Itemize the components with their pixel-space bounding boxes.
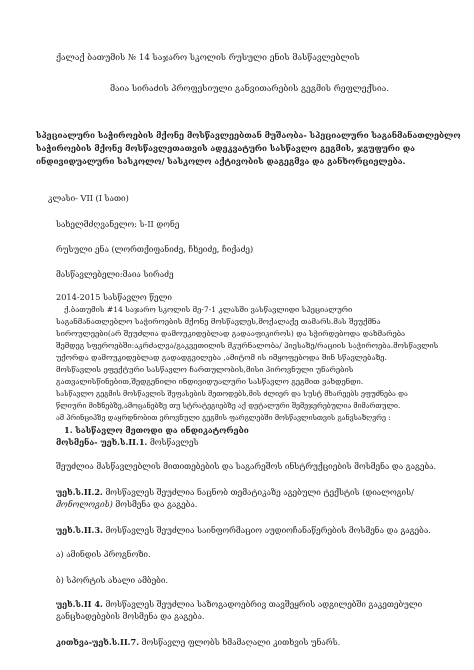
standard-3-item-b: ბ) სპორტის ახალი ამბები. [56, 575, 169, 585]
body-line: სიროულეები(არ შეუძლია დამოუკიდებლად გადააფიკიროს) და სჭირდებოდა დახმარება [56, 329, 406, 338]
standard-2-cont [56, 499, 197, 509]
teacher-label: მასწავლებელი:მაია სირაძე [56, 269, 174, 279]
standard-4-cont: განცხადებების მოსმენა და გაგება. [56, 611, 205, 621]
standard-3-code: უეხ.ს.II.3. [56, 525, 103, 535]
header-line-1: ქალაქ ბათუმის № 14 საჯარო სკოლის რუსული ენის მასწავლებლის [56, 53, 360, 63]
body-line: წლიური მიზნებზე,ამოცანებზე თუ სტრატეგიებზე აქ დეტალური შემეჯერებულია მიმართული. [56, 401, 401, 410]
section-title: 1. სასწავლო მეთოდი და ინდიკატორები [64, 425, 249, 435]
body-line: სასწავლო გეგმის მოსწავლის შეფასების მეთოდებს,მის ძლიერ და სუსტ მხარეებს ეფუძნება და [56, 389, 408, 398]
standard-1 [56, 437, 199, 447]
standard-5-code: კითხვა-უეხ.ს.II.7. [56, 637, 140, 647]
standard-2-code: უეხ.ს.II.2. [56, 487, 103, 497]
standard-3-text: მოსწავლეს შეუძლია საინფორმაციო აუდიოჩანაწერების მოსმენა და გაგება. [102, 525, 431, 535]
standard-2 [56, 487, 414, 497]
body-line: შემდეგ სფეროებში:აკრძალვა/გაკვეთილის მკურნალობა/ პიესაზე/რაციის საჭიროება.მოსწავლის [56, 341, 439, 350]
standard-1-text: მოსწავლეს [147, 437, 199, 447]
textbook-label: სახელმძღვანელო: ს-II დონე [56, 219, 180, 229]
intro-line-2: საჭიროების მქონე მოსწავლეთათვის ადეკვატური სასწავლო გეგმის, ჯგუფური და [36, 143, 415, 153]
standard-1-desc: შეუძლია მასწავლებლის მითითებების და საგარეშოს ინსტრუქციების მოსმენა და გაგება. [56, 461, 437, 471]
standard-4-code: უეხ.ს.II 4. [56, 599, 103, 609]
body-line: გათვალისწინებით,შედგენილი ინდივიდუალური სასწავლო გეგმით ვახდენდი. [56, 377, 364, 386]
standard-1-code: მოსმენა- უეხ.ს.II.1. [56, 437, 148, 447]
standard-2-text: მოსწავლეს შეუძლია ნაცნობ თემატიკაზე აგებული ტექსტის (დიალოგის/ [102, 487, 414, 497]
body-line: საგანმანათლებლო საჭიროების მქონე მოსწავლეს,მოქალაქე თამარს.მას შეუქმნა [56, 317, 381, 326]
header-line-2: მაია სირაძის პროფესიული განვითარების გეგმის რეფლექსია. [110, 84, 390, 94]
body-line: მოსწავლის ეფექტური სასწავლო ჩართულობის,მისი პიროვნული უნარების [56, 365, 354, 374]
standard-2-tail: მოსმენა და გაგება. [112, 499, 198, 509]
standard-5-text: მოსწავლე ფლობს ხმამაღალი კითხვის უნარს. [139, 637, 341, 647]
body-line: უქორდა დამოუკიდებლად გადადგვილება ,ამიტომ ის იმყოფებოდა შინ სწავლებაზე. [56, 353, 387, 362]
standard-3-item-a: ა) ამინდის პროგნოზი. [56, 549, 151, 559]
intro-line-1: სპეციალური საჭიროების მქონე მოსწავლეებთან მუშაობა- სპეციალური საგანმანათლებლო [36, 130, 461, 140]
authors-label: რუსული ენა (ლორთქიფანიძე, ჩხეიძე, ჩიქაძე) [56, 244, 254, 254]
standard-4 [56, 599, 422, 609]
year-label: 2014-2015 სასწავლო წელი [56, 292, 172, 302]
body-line: ქ.ბათუმის #14 საჯარო სკოლის მე-7-1 კლასში ვასწავლიდი სპეციალური [64, 305, 353, 314]
class-label: კლასი- VII (I სათი) [48, 193, 129, 203]
body-line: ამ პრინციპზე დაყრდნობით ეროვნული გეგმის ფარგლებში მოსწავლისთვის განვსაზღვრე : [56, 413, 391, 422]
intro-line-3: ინდივიდუალური სასკოლო/ სასკოლო აქტივობის დაგეგმვა და განხორციელება. [36, 156, 406, 166]
standard-4-text: მოსწავლეს შეუძლია საზოგადოებრივ თავშეყრის ადგილებში გაკეთებული [102, 599, 423, 609]
standard-2-italic: მონოლოგის) [56, 499, 113, 509]
standard-3 [56, 525, 431, 535]
standard-5 [56, 637, 340, 647]
